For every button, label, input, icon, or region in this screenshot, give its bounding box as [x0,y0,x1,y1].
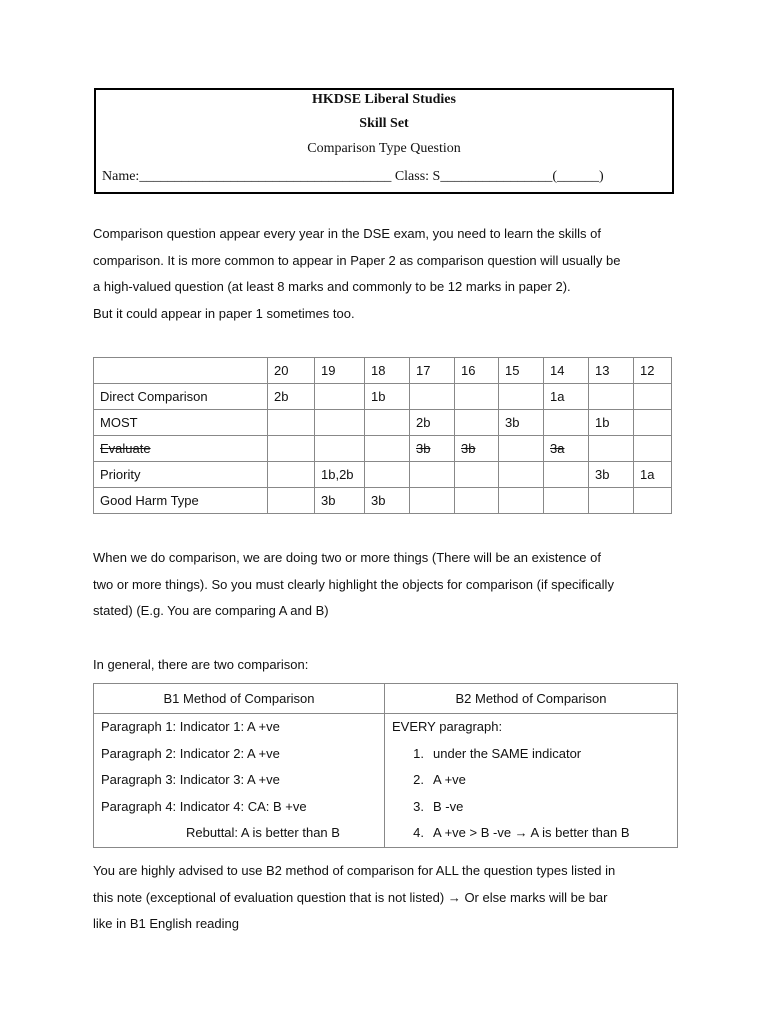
question-type-label: Comparison Type Question [307,141,461,156]
table-header-row [94,358,672,384]
header-cell: 17 [410,358,455,384]
para3-line-1: In general, there are two comparison: [93,657,309,672]
table-cell [268,410,315,436]
row-label: Direct Comparison [94,384,268,410]
table-cell: 3b [499,410,544,436]
table-cell: 1b [365,384,410,410]
header-cell [94,358,268,384]
table-row [94,436,672,462]
para4-line-1: You are highly advised to use B2 method of comparison for ALL the question types listed in [93,863,616,878]
advice-paragraph [93,858,683,938]
document-subtitle: Skill Set [359,116,409,131]
table-cell [410,384,455,410]
b1-rebuttal-line: Rebuttal: A is better than B [186,825,340,841]
table-cell: 2b [410,410,455,436]
table-cell: 3b [589,462,634,488]
para4-line-2: this note (exceptional of evaluation question that is not listed) → Or else marks will be bar [93,889,608,905]
para2-line-1: When we do comparison, we are doing two or more things (There will be an existence of [93,550,601,565]
para2-line-3: stated) (E.g. You are comparing A and B) [93,603,329,618]
b2-header: B2 Method of Comparison [385,684,678,714]
table-cell [589,436,634,462]
table-cell: 3a [544,436,589,462]
b2-list-item [385,767,677,794]
intro-paragraph [93,221,683,327]
table-cell [499,436,544,462]
table-cell [365,436,410,462]
table-cell [365,462,410,488]
table-cell [410,462,455,488]
header-cell: 14 [544,358,589,384]
methods-header-row [94,684,678,714]
list-number: 4. [413,825,424,841]
table-cell [315,384,365,410]
list-number: 2. [413,772,424,788]
table-cell [544,488,589,514]
table-cell [315,410,365,436]
header-box [94,88,674,194]
table-cell [499,462,544,488]
table-cell [268,488,315,514]
b2-list-item [385,820,677,847]
table-cell [410,488,455,514]
list-text: A +ve [433,772,466,788]
table-row [94,410,672,436]
row-label: Evaluate [94,436,268,462]
b1-header: B1 Method of Comparison [94,684,385,714]
table-cell [455,384,499,410]
intro-line-3: a high-valued question (at least 8 marks and commonly to be 12 marks in paper 2). [93,279,571,294]
table-cell [544,410,589,436]
document-title: HKDSE Liberal Studies [312,92,456,107]
row-label: Priority [94,462,268,488]
intro-line-1: Comparison question appear every year in the DSE exam, you need to learn the skills of [93,226,601,241]
list-text: under the SAME indicator [433,745,582,761]
b2-list-item [385,794,677,821]
b2-intro: EVERY paragraph: [392,719,503,734]
intro-line-2: comparison. It is more common to appear in Paper 2 as comparison question will usually be [93,252,621,268]
table-cell [634,488,672,514]
table-cell [634,410,672,436]
table-cell [268,436,315,462]
table-row [94,488,672,514]
year-question-table [93,357,672,514]
list-text: A +ve > B -ve → A is better than B [433,825,630,841]
table-cell [455,488,499,514]
table-cell: 1a [544,384,589,410]
table-cell: 1b [589,410,634,436]
table-cell [455,462,499,488]
table-cell: 3b [410,436,455,462]
intro-line-4: But it could appear in paper 1 sometimes too. [93,305,355,321]
table-row [94,462,672,488]
list-number: 1. [413,745,424,761]
header-cell: 20 [268,358,315,384]
b2-list-item [385,741,677,768]
table-cell [589,384,634,410]
para2-line-2: two or more things). So you must clearly highlight the objects for comparison (if specifically [93,576,614,592]
table-cell [544,462,589,488]
b1-cell [94,714,385,848]
header-cell: 15 [499,358,544,384]
methods-table [93,683,678,848]
list-text: B -ve [433,798,464,814]
name-class-line: Name:____________________________________ Class: S________________(______) [102,169,604,184]
table-cell: 3b [455,436,499,462]
table-cell: 3b [315,488,365,514]
table-cell: 3b [365,488,410,514]
table-cell [499,488,544,514]
header-cell: 19 [315,358,365,384]
methods-body-row [94,714,678,848]
table-cell [365,410,410,436]
table-cell: 1b,2b [315,462,365,488]
header-cell: 13 [589,358,634,384]
row-label: Good Harm Type [94,488,268,514]
b2-cell [385,714,678,848]
b1-line: Paragraph 3: Indicator 3: A +ve [101,772,280,788]
header-cell: 16 [455,358,499,384]
header-cell: 12 [634,358,672,384]
b1-line: Paragraph 2: Indicator 2: A +ve [101,745,280,761]
table-row [94,384,672,410]
table-cell [268,462,315,488]
table-cell [499,384,544,410]
table-cell [634,436,672,462]
b1-line: Paragraph 4: Indicator 4: CA: B +ve [101,798,307,814]
table-cell [589,488,634,514]
list-number: 3. [413,798,424,814]
table-cell [455,410,499,436]
row-label: MOST [94,410,268,436]
table-cell: 2b [268,384,315,410]
table-cell [634,384,672,410]
comparison-explanation [93,545,683,625]
para4-line-3: like in B1 English reading [93,916,239,931]
b1-line: Paragraph 1: Indicator 1: A +ve [101,719,280,734]
table-cell [315,436,365,462]
general-comparison-intro [93,652,683,679]
header-cell: 18 [365,358,410,384]
table-cell: 1a [634,462,672,488]
